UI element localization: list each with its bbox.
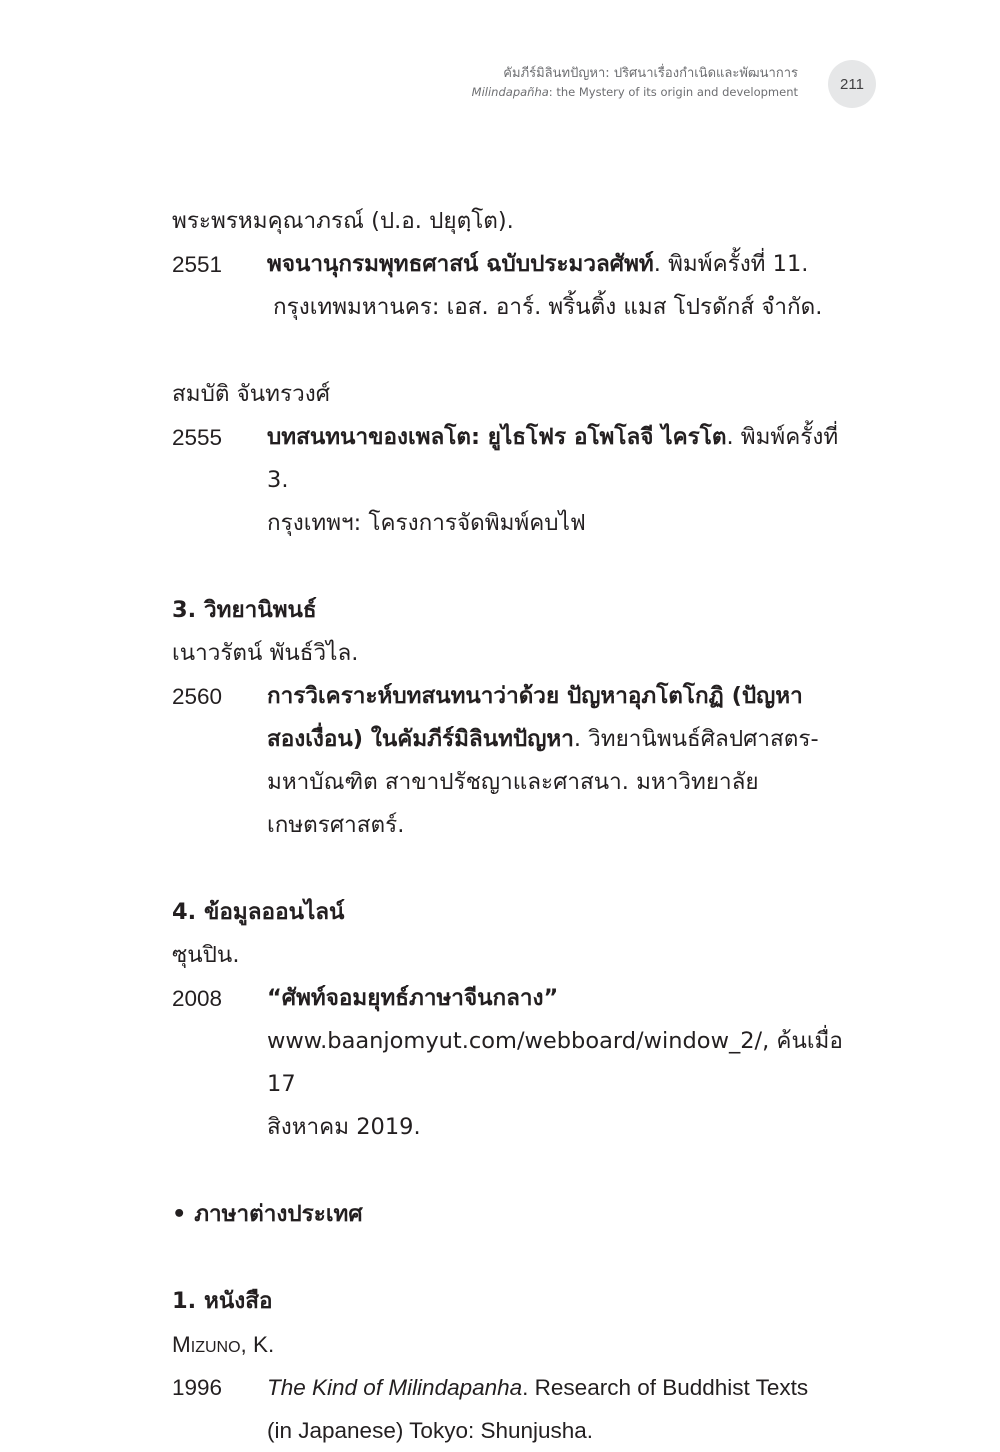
section-heading-books: 1. หนังสือ (172, 1288, 273, 1314)
ref4-text (267, 977, 862, 1149)
ref3-line1: การวิเคราะห์บทสนทนาว่าด้วย ปัญหาอุภโตโกฏิ (ปัญหา (267, 683, 803, 709)
ref2-text (267, 416, 862, 545)
ref5-title: The Kind of Milindapanha (267, 1375, 523, 1400)
running-header (472, 66, 798, 99)
ref3-line3: มหาบัณฑิต สาขาปรัชญาและศาสนา. มหาวิทยาลัยเกษตรศาสตร์. (267, 769, 759, 838)
ref2-author: สมบัติ จันทรวงศ์ (172, 381, 330, 407)
ref2-title: บทสนทนาของเพลโต: ยูไธโฟร อโพโลจี ไครโต (267, 424, 727, 450)
ref2-rest: . พิมพ์ครั้งที่ 3. (267, 424, 839, 493)
ref4-title: “ศัพท์จอมยุทธ์ภาษาจีนกลาง” (267, 985, 559, 1011)
ref2-entry (172, 416, 862, 545)
ref5-year: 1996 (172, 1375, 223, 1400)
ref5-rest: . Research of Buddhist Texts (522, 1375, 809, 1400)
ref4-entry (172, 977, 862, 1149)
ref4-year: 2008 (172, 986, 223, 1011)
ref3-line2-rest: . วิทยานิพนธ์ศิลปศาสตร- (573, 726, 819, 752)
ref3-line2-bold: สองเงื่อน) ในคัมภีร์มิลินทปัญหา (267, 726, 574, 752)
ref1-line2: กรุงเทพมหานคร: เอส. อาร์. พริ้นติ้ง แมส โปรดักส์ จำกัด. (273, 294, 823, 320)
ref5-line2: (in Japanese) Tokyo: Shunjusha. (267, 1418, 594, 1443)
running-header-thai: คัมภีร์มิลินทปัญหา: ปริศนาเรื่องกำเนิดและพัฒนาการ (503, 66, 798, 81)
bibliography (172, 200, 862, 1452)
ref2-year: 2555 (172, 425, 223, 450)
section-heading-foreign: • ภาษาต่างประเทศ (172, 1201, 363, 1227)
ref1-text (267, 243, 862, 329)
ref1-rest: . พิมพ์ครั้งที่ 11. (653, 251, 809, 277)
ref4-url-line: www.baanjomyut.com/webboard/window_2/, ค้นเมื่อ 17 (267, 1028, 843, 1097)
ref5-entry (172, 1366, 862, 1452)
ref5-text (267, 1366, 862, 1452)
section-heading-online: 4. ข้อมูลออนไลน์ (172, 899, 345, 925)
ref3-text (267, 675, 862, 847)
ref1-author: พระพรหมคุณาภรณ์ (ป.อ. ปยุตฺโต). (172, 208, 514, 234)
ref3-entry (172, 675, 862, 847)
ref1-entry (172, 243, 862, 329)
ref1-year: 2551 (172, 252, 223, 277)
ref1-title: พจนานุกรมพุทธศาสน์ ฉบับประมวลศัพท์ (267, 251, 654, 277)
section-heading-theses: 3. วิทยานิพนธ์ (172, 597, 317, 623)
ref4-line3: สิงหาคม 2019. (267, 1114, 421, 1140)
ref3-year: 2560 (172, 684, 223, 709)
page-number-badge: 211 (828, 60, 876, 108)
ref3-author: เนาวรัตน์ พันธ์วิไล. (172, 640, 359, 666)
ref5-author: Mizuno, K. (172, 1332, 275, 1357)
running-header-italic: Milindapañha (471, 84, 549, 99)
running-header-english (472, 86, 798, 100)
ref2-line2: กรุงเทพฯ: โครงการจัดพิมพ์คบไฟ (267, 510, 586, 536)
ref4-author: ซุนปิน. (172, 942, 240, 968)
running-header-rest: : the Mystery of its origin and development (548, 84, 798, 99)
